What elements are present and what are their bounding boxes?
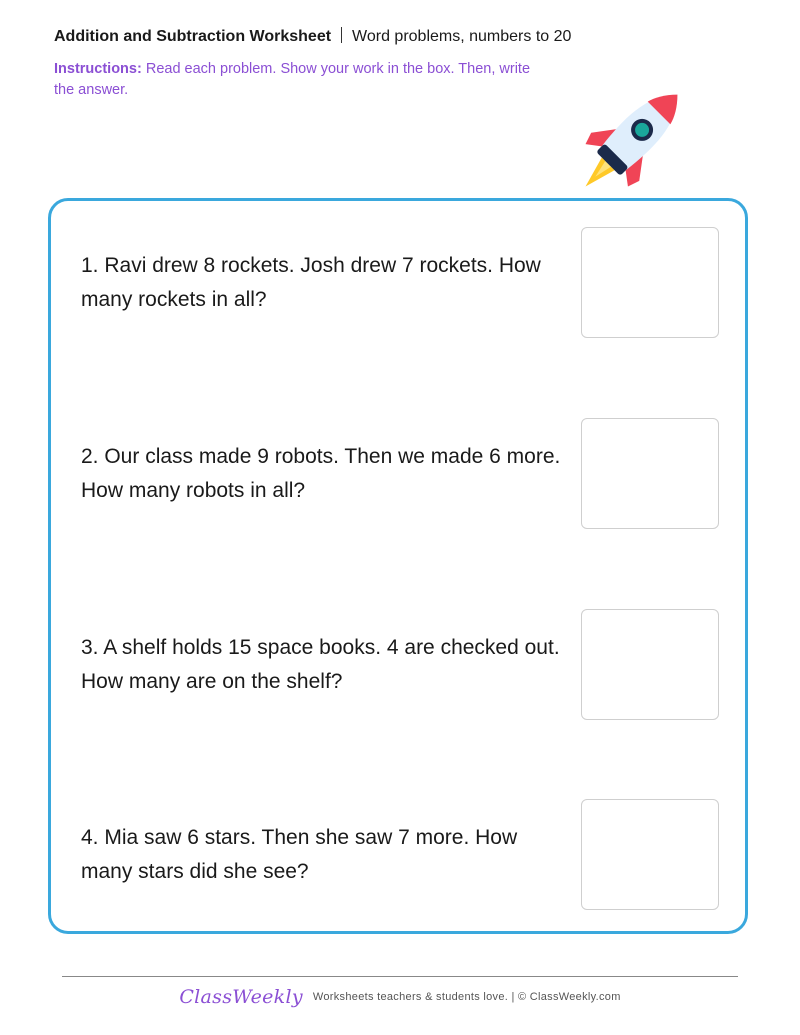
footer-divider: [62, 976, 738, 977]
answer-box-3[interactable]: [581, 609, 719, 720]
problem-2: 2. Our class made 9 robots. Then we made 6 more. How many robots in all?: [81, 445, 561, 502]
problems-card: [48, 198, 748, 934]
answer-box-4[interactable]: [581, 799, 719, 910]
worksheet-header: [54, 27, 754, 47]
footer-tagline: Worksheets teachers & students love. | © ClassWeekly.com: [312, 991, 621, 1003]
brand-logo: ClassWeekly: [179, 986, 303, 1008]
rocket-icon: [572, 76, 698, 198]
problem-3: 3. A shelf holds 15 space books. 4 are checked out. How many are on the shelf?: [81, 636, 560, 693]
instructions-text: Read each problem. Show your work in the box. Then, write the answer.: [54, 61, 531, 98]
problem-1: 1. Ravi drew 8 rockets. Josh drew 7 rockets. How many rockets in all?: [81, 254, 541, 311]
footer: [0, 986, 800, 1008]
answer-box-1[interactable]: [581, 227, 719, 338]
problem-4: 4. Mia saw 6 stars. Then she saw 7 more. How many stars did she see?: [81, 826, 518, 883]
instructions-label: Instructions:: [54, 61, 142, 77]
title-separator: [341, 27, 342, 43]
answer-box-2[interactable]: [581, 418, 719, 529]
instructions: [54, 59, 534, 101]
worksheet-title: Addition and Subtraction Worksheet: [54, 28, 332, 45]
worksheet-subtitle: Word problems, numbers to 20: [352, 28, 572, 45]
